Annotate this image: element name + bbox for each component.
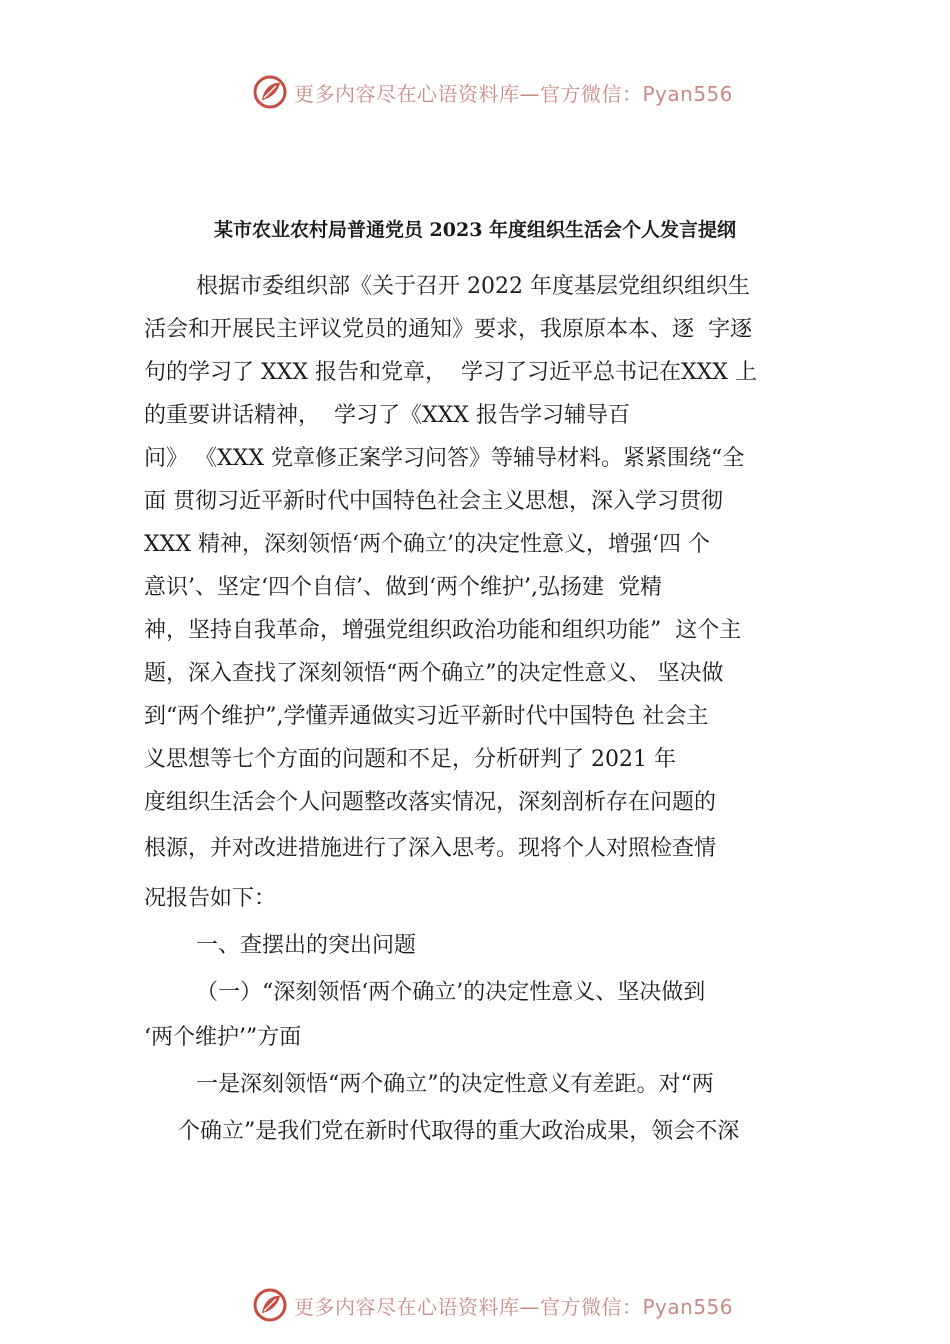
body-line: 根据市委组织部《关于召开 2022 年度基层党组织组织生 bbox=[196, 274, 750, 299]
body-line: 一是深刻领悟“两个确立”的决定性意义有差距。对“两 bbox=[196, 1072, 714, 1097]
leaf-seal-logo bbox=[252, 74, 288, 110]
body-line: XXX 精神，深刻领悟‘两个确立’的决定性意义，增强‘四 个 bbox=[144, 532, 710, 557]
body-line: 个确立”是我们党在新时代取得的重大政治成果，领会不深 bbox=[178, 1119, 740, 1144]
subsection-heading: （一）“深刻领悟‘两个确立’的决定性意义、坚决做到 bbox=[196, 980, 706, 1005]
subsection-heading-cont: ‘两个维护’”方面 bbox=[144, 1025, 302, 1050]
watermark-banner-top bbox=[252, 72, 733, 112]
watermark-text: 更多内容尽在心语资料库—官方微信：Pyan556 bbox=[294, 1294, 734, 1319]
body-line: 神，坚持自我革命，增强党组织政治功能和组织功能” 这个主 bbox=[144, 618, 742, 643]
leaf-seal-logo bbox=[252, 1287, 288, 1323]
body-line: 活会和开展民主评议党员的通知》要求，我原原本本、逐 字逐 bbox=[144, 317, 752, 342]
section-heading: 一、查摆出的突出问题 bbox=[196, 933, 417, 958]
body-line: 到“两个维护”,学懂弄通做实习近平新时代中国特色 社会主 bbox=[144, 704, 709, 729]
document-title: 某市农业农村局普通党员 2023 年度组织生活会个人发言提纲 bbox=[213, 219, 737, 241]
body-line: 度组织生活会个人问题整改落实情况，深刻剖析存在问题的 bbox=[144, 790, 717, 815]
body-line: 题，深入查找了深刻领悟“两个确立”的决定性意义、 坚决做 bbox=[144, 661, 724, 686]
body-line: 意识’、坚定‘四个自信’、做到‘两个维护’,弘扬建 党精 bbox=[144, 575, 662, 600]
body-line: 况报告如下： bbox=[144, 886, 277, 911]
body-line: 根源，并对改进措施进行了深入思考。现将个人对照检查情 bbox=[144, 836, 717, 861]
watermark-text: 更多内容尽在心语资料库—官方微信：Pyan556 bbox=[294, 81, 734, 106]
body-line: 句的学习了 XXX 报告和党章， 学习了习近平总书记在XXX 上 bbox=[144, 360, 757, 385]
body-line: 问》 《XXX 党章修正案学习问答》等辅导材料。紧紧围绕“全 bbox=[144, 446, 745, 471]
body-line: 面 贯彻习近平新时代中国特色社会主义思想，深入学习贯彻 bbox=[144, 489, 723, 514]
body-line: 义思想等七个方面的问题和不足，分析研判了 2021 年 bbox=[144, 747, 676, 772]
watermark-banner-bottom bbox=[252, 1285, 733, 1325]
body-line: 的重要讲话精神， 学习了《XXX 报告学习辅导百 bbox=[144, 403, 630, 428]
